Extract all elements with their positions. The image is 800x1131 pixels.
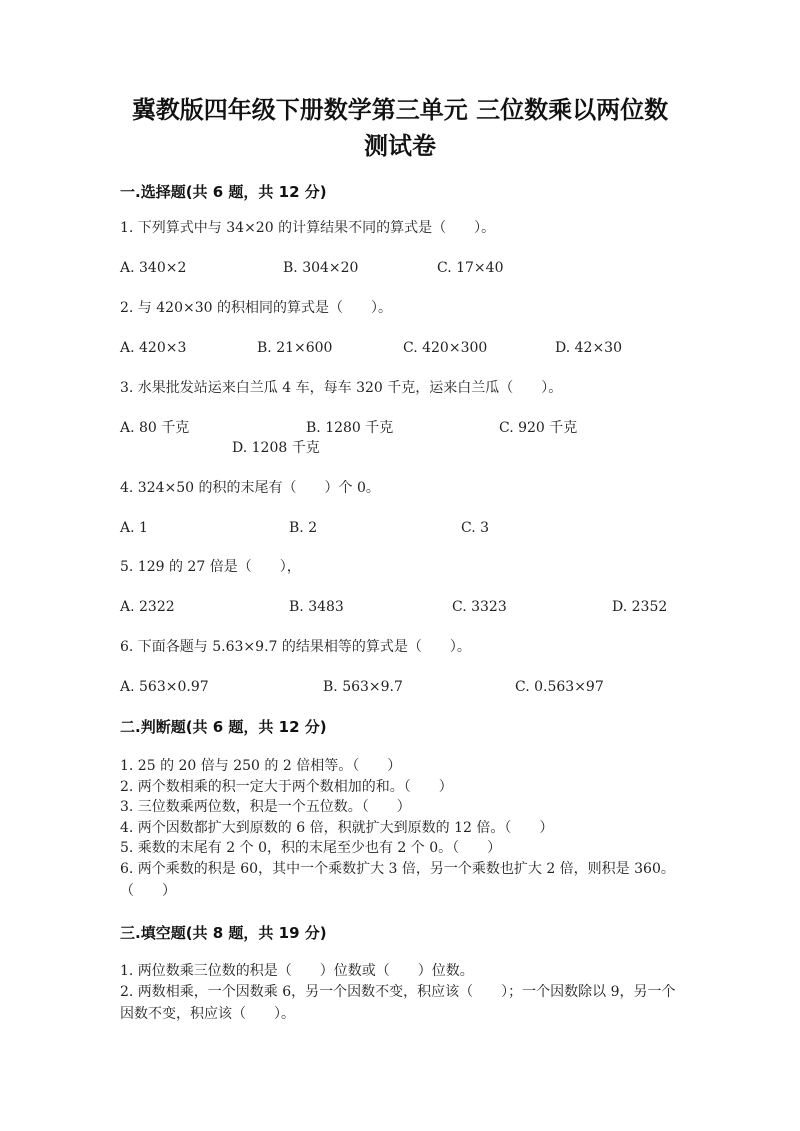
q1-option-b: B. 304×20	[283, 260, 359, 276]
page-title: 冀教版四年级下册数学第三单元 三位数乘以两位数	[131, 96, 669, 124]
q3-option-a: A. 80 千克	[120, 420, 190, 436]
page-title-line2: 测试卷	[364, 132, 436, 160]
question-5-stem: 5. 129 的 27 倍是（ ），	[120, 559, 301, 575]
q6-option-b: B. 563×9.7	[323, 679, 403, 695]
question-3-stem: 3. 水果批发站运来白兰瓜 4 车，每车 320 千克，运来白兰瓜（ ）。	[120, 380, 563, 396]
fill-item-2: 2. 两数相乘，一个因数乘 6，另一个因数不变，积应该（ ）；一个因数除以 9，另一个因数不变，积应该（ ）。	[120, 984, 676, 1022]
q4-option-b: B. 2	[289, 520, 318, 536]
tf-item-2: 2. 两个数相乘的积一定大于两个数相加的和。（ ）	[120, 779, 453, 795]
q2-option-d: D. 42×30	[555, 340, 622, 356]
q3-option-d: D. 1208 千克	[232, 440, 320, 456]
q1-option-c: C. 17×40	[437, 260, 504, 276]
q2-option-c: C. 420×300	[403, 340, 488, 356]
q6-option-a: A. 563×0.97	[120, 679, 209, 695]
question-6-stem: 6. 下面各题与 5.63×9.7 的结果相等的算式是（ ）。	[120, 639, 471, 655]
q3-option-b: B. 1280 千克	[306, 420, 394, 436]
section-heading-true-false: 二.判断题(共 6 题，共 12 分)	[120, 718, 327, 736]
tf-item-1: 1. 25 的 20 倍与 250 的 2 倍相等。（ ）	[120, 758, 402, 774]
section-heading-fill-blank: 三.填空题(共 8 题，共 19 分)	[120, 924, 327, 942]
tf-item-5: 5. 乘数的末尾有 2 个 0，积的末尾至少也有 2 个 0。（ ）	[120, 840, 502, 856]
q5-option-b: B. 3483	[289, 599, 344, 615]
q6-option-c: C. 0.563×97	[515, 679, 604, 695]
q5-option-a: A. 2322	[120, 599, 175, 615]
tf-item-3: 3. 三位数乘两位数，积是一个五位数。（ ）	[120, 799, 411, 815]
tf-item-6: 6. 两个乘数的积是 60，其中一个乘数扩大 3 倍，另一个乘数也扩大 2 倍，则积是 360。（ ）	[120, 861, 675, 899]
q2-option-a: A. 420×3	[120, 340, 187, 356]
fill-item-1: 1. 两位数乘三位数的积是（ ）位数或（ ）位数。	[120, 963, 474, 979]
q5-option-d: D. 2352	[612, 599, 668, 615]
question-1-stem: 1. 下列算式中与 34×20 的计算结果不同的算式是（ ）。	[120, 220, 496, 236]
q4-option-a: A. 1	[120, 520, 148, 536]
tf-item-4: 4. 两个因数都扩大到原数的 6 倍，积就扩大到原数的 12 倍。（ ）	[120, 820, 554, 836]
q4-option-c: C. 3	[461, 520, 490, 536]
q1-option-a: A. 340×2	[120, 260, 187, 276]
question-2-stem: 2. 与 420×30 的积相同的算式是（ ）。	[120, 300, 392, 316]
q3-option-c: C. 920 千克	[499, 420, 578, 436]
section-heading-choice: 一.选择题(共 6 题，共 12 分)	[120, 183, 327, 201]
q2-option-b: B. 21×600	[257, 340, 333, 356]
q5-option-c: C. 3323	[452, 599, 507, 615]
question-4-stem: 4. 324×50 的积的末尾有（ ）个 0。	[120, 480, 380, 496]
